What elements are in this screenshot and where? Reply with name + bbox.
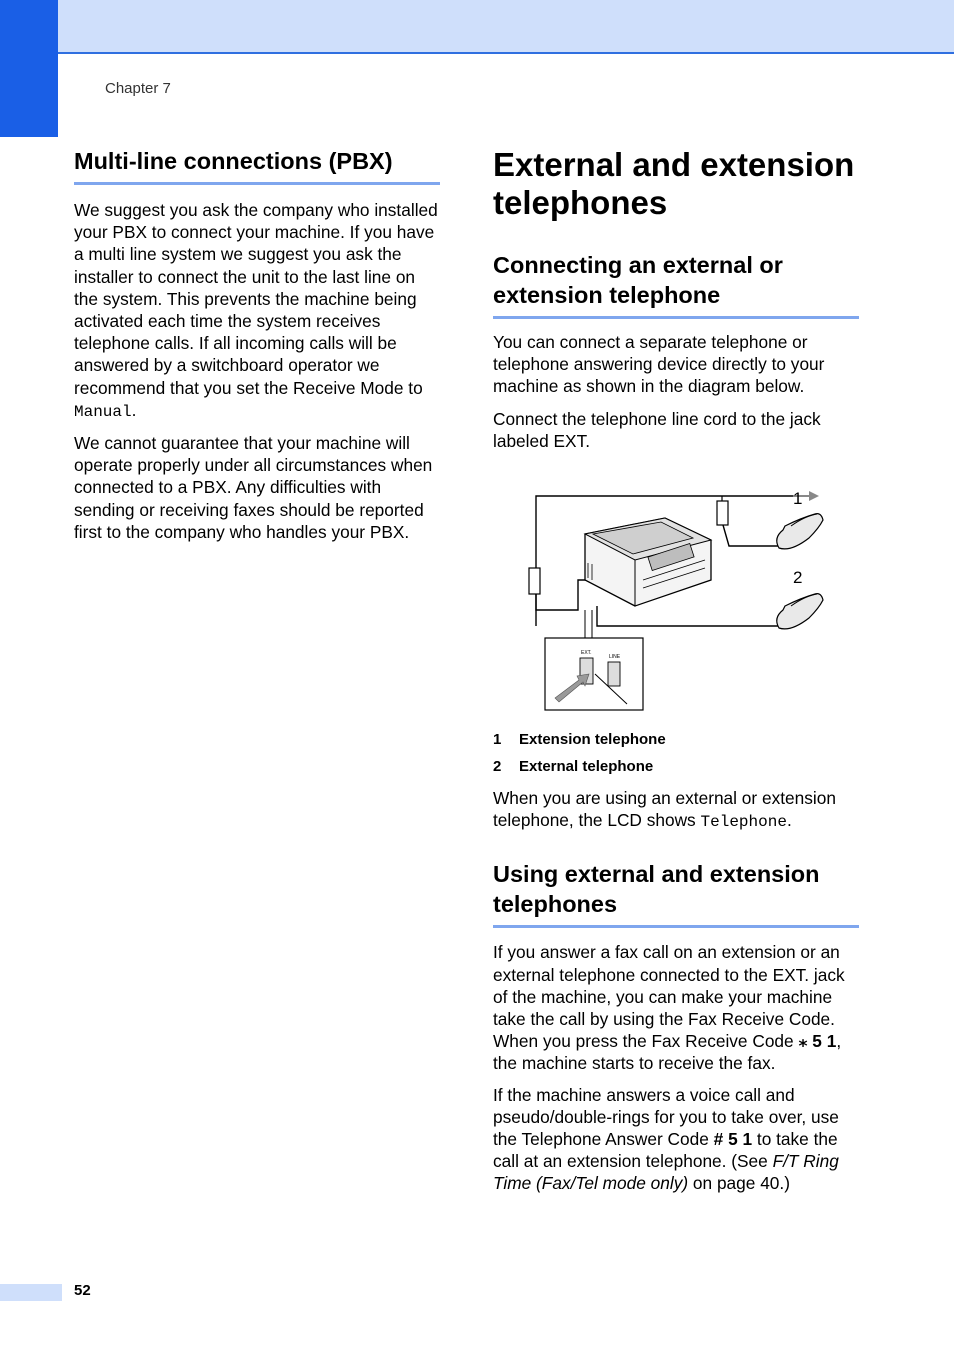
external-telephone-icon — [777, 594, 823, 629]
fax-machine-icon — [585, 518, 711, 606]
footer-band — [0, 1284, 62, 1301]
using-paragraph-2: If the machine answers a voice call and pseudo/double-rings for you to take over, use the Telephone Answer Code # 5 1 to take the call at an extension telephone. (See F/T Ring Time (Fax/Tel mode only) on page 40.) — [493, 1084, 839, 1194]
section-heading-pbx: Multi-line connections (PBX) — [74, 146, 440, 185]
lcd-paragraph: When you are using an external or extension telephone, the LCD shows Telephone. — [493, 788, 836, 832]
line-jack — [608, 662, 620, 686]
header-band — [0, 0, 954, 54]
connection-diagram — [493, 468, 833, 718]
callout-2: 2 — [793, 568, 803, 588]
right-column — [493, 146, 859, 1195]
section-heading-using: Using external and extension telephones — [493, 859, 859, 928]
page-number: 52 — [74, 1282, 91, 1299]
legend-item: 2 External telephone — [493, 758, 654, 776]
wall-jack-right — [717, 501, 728, 525]
chapter-title: External and extension telephones — [493, 146, 855, 221]
external-wire — [597, 606, 781, 626]
diagram-legend — [493, 726, 859, 780]
extension-wire — [723, 525, 781, 546]
ft-ring-time-reference[interactable]: F/T Ring Time (Fax/Tel mode only) — [493, 1151, 839, 1194]
pbx-paragraph-1: We suggest you ask the company who installed your PBX to connect your machine. If you have a multi line system we suggest you ask the installer to connect the unit to the last line on the system. This prevents the machine being activated each time the system receives telephone calls. If all incoming calls will be answered by a switchboard operator we recommend that you set the Receive Mode to Manual. — [74, 200, 438, 421]
left-column — [74, 146, 440, 543]
chapter-label: Chapter 7 — [105, 80, 171, 97]
chapter-tab — [0, 0, 58, 137]
line-cord — [536, 580, 593, 610]
legend-item: 1 Extension telephone — [493, 731, 666, 749]
telephone-answer-code: # 5 1 — [713, 1129, 753, 1150]
ext-jack-label: EXT. — [581, 650, 592, 657]
lcd-telephone-code: Telephone — [700, 813, 787, 832]
connecting-paragraph-2: Connect the telephone line cord to the jack labeled EXT. — [493, 408, 821, 451]
connecting-paragraph-1: You can connect a separate telephone or telephone answering device directly to your machine as shown in the diagram below. — [493, 332, 825, 397]
section-heading-connecting: Connecting an external or extension telephone — [493, 250, 859, 319]
line-jack-label: LINE — [609, 654, 621, 661]
callout-1: 1 — [793, 489, 803, 509]
pbx-paragraph-2: We cannot guarantee that your machine will operate properly under all circumstances when connected to a PBX. Any difficulties with sending or receiving faxes should be reported first to the company who handles your PBX. — [74, 433, 433, 542]
fax-receive-code: ⁎ 5 1 — [798, 1031, 837, 1052]
receive-mode-code: Manual — [74, 402, 132, 421]
extension-telephone-icon — [777, 514, 823, 549]
wall-jack-left — [529, 568, 540, 594]
using-paragraph-1: If you answer a fax call on an extension or an external telephone connected to the EXT. jack of the machine, you can make your machine take the call by using the Fax Receive Code. When you press the Fax Receive Code ⁎ 5 1, the machine starts to receive the fax. — [493, 942, 845, 1074]
